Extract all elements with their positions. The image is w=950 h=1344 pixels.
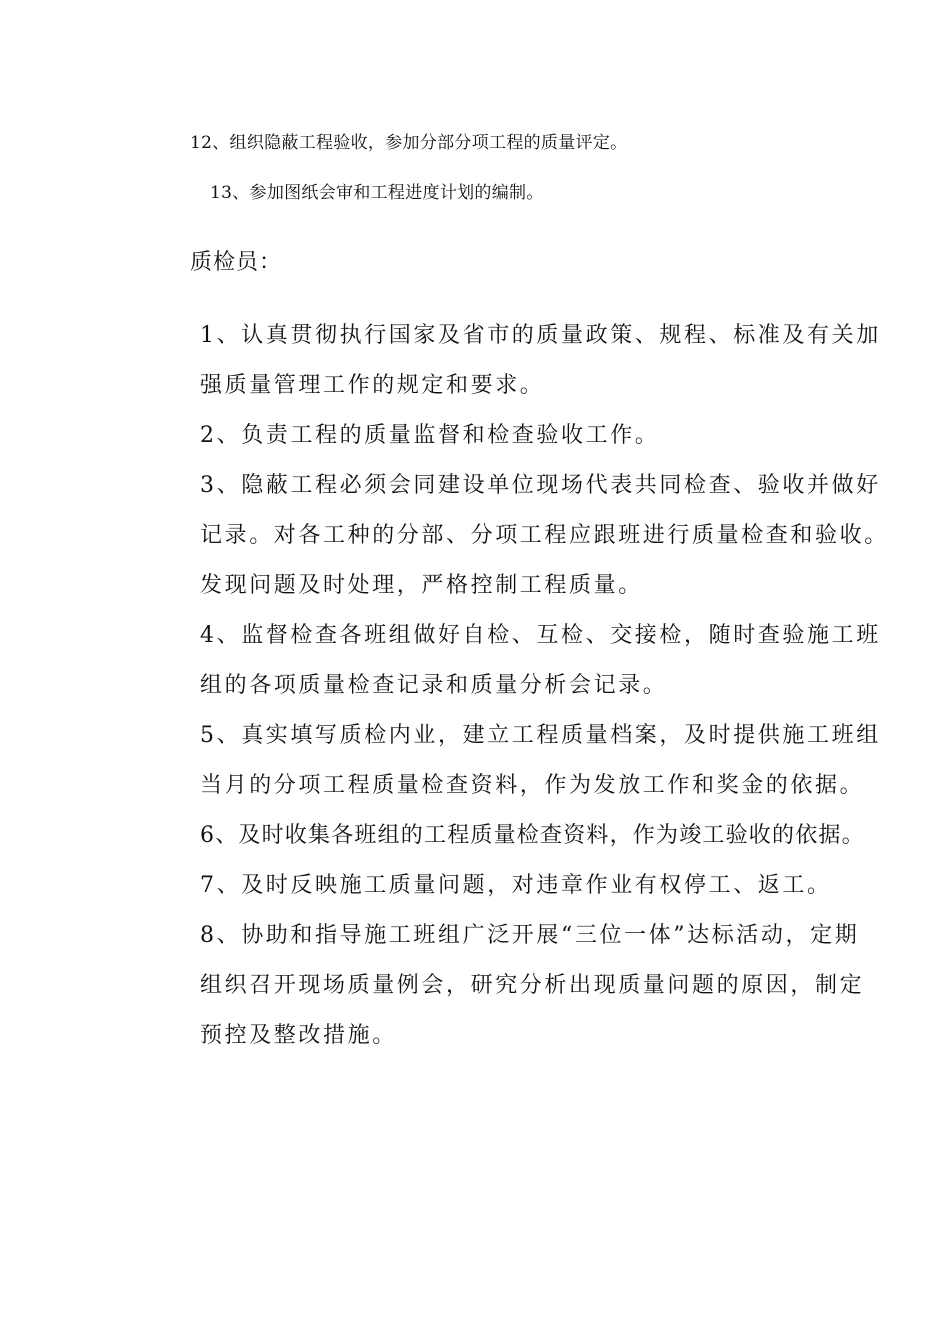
duty-line: 4、监督检查各班组做好自检、互检、交接检，随时查验施工班 xyxy=(200,623,881,648)
duty-line: 6、及时收集各班组的工程质量检查资料，作为竣工验收的依据。 xyxy=(200,823,865,848)
duty-line: 组的各项质量检查记录和质量分析会记录。 xyxy=(200,673,668,698)
duty-line: 预控及整改措施。 xyxy=(200,1023,397,1048)
duty-line: 当月的分项工程质量检查资料，作为发放工作和奖金的依据。 xyxy=(200,773,865,798)
list-item-13: 13、参加图纸会审和工程进度计划的编制。 xyxy=(210,183,544,203)
section-title: 质检员： xyxy=(190,250,283,275)
duty-line: 8、协助和指导施工班组广泛开展“三位一体”达标活动，定期 xyxy=(200,923,860,948)
duty-line: 记录。对各工种的分部、分项工程应跟班进行质量检查和验收。 xyxy=(200,523,889,548)
duty-line: 2、负责工程的质量监督和检查验收工作。 xyxy=(200,423,660,448)
duty-line: 3、隐蔽工程必须会同建设单位现场代表共同检查、验收并做好 xyxy=(200,473,881,498)
list-item-12: 12、组织隐蔽工程验收，参加分部分项工程的质量评定。 xyxy=(190,133,628,153)
duty-line: 强质量管理工作的规定和要求。 xyxy=(200,373,545,398)
duty-line: 7、及时反映施工质量问题，对违章作业有权停工、返工。 xyxy=(200,873,832,898)
duty-line: 5、真实填写质检内业，建立工程质量档案，及时提供施工班组 xyxy=(200,723,881,748)
duty-line: 组织召开现场质量例会，研究分析出现质量问题的原因，制定 xyxy=(200,973,865,998)
duty-line: 发现问题及时处理，严格控制工程质量。 xyxy=(200,573,643,598)
duty-line: 1、认真贯彻执行国家及省市的质量政策、规程、标准及有关加 xyxy=(200,323,881,348)
